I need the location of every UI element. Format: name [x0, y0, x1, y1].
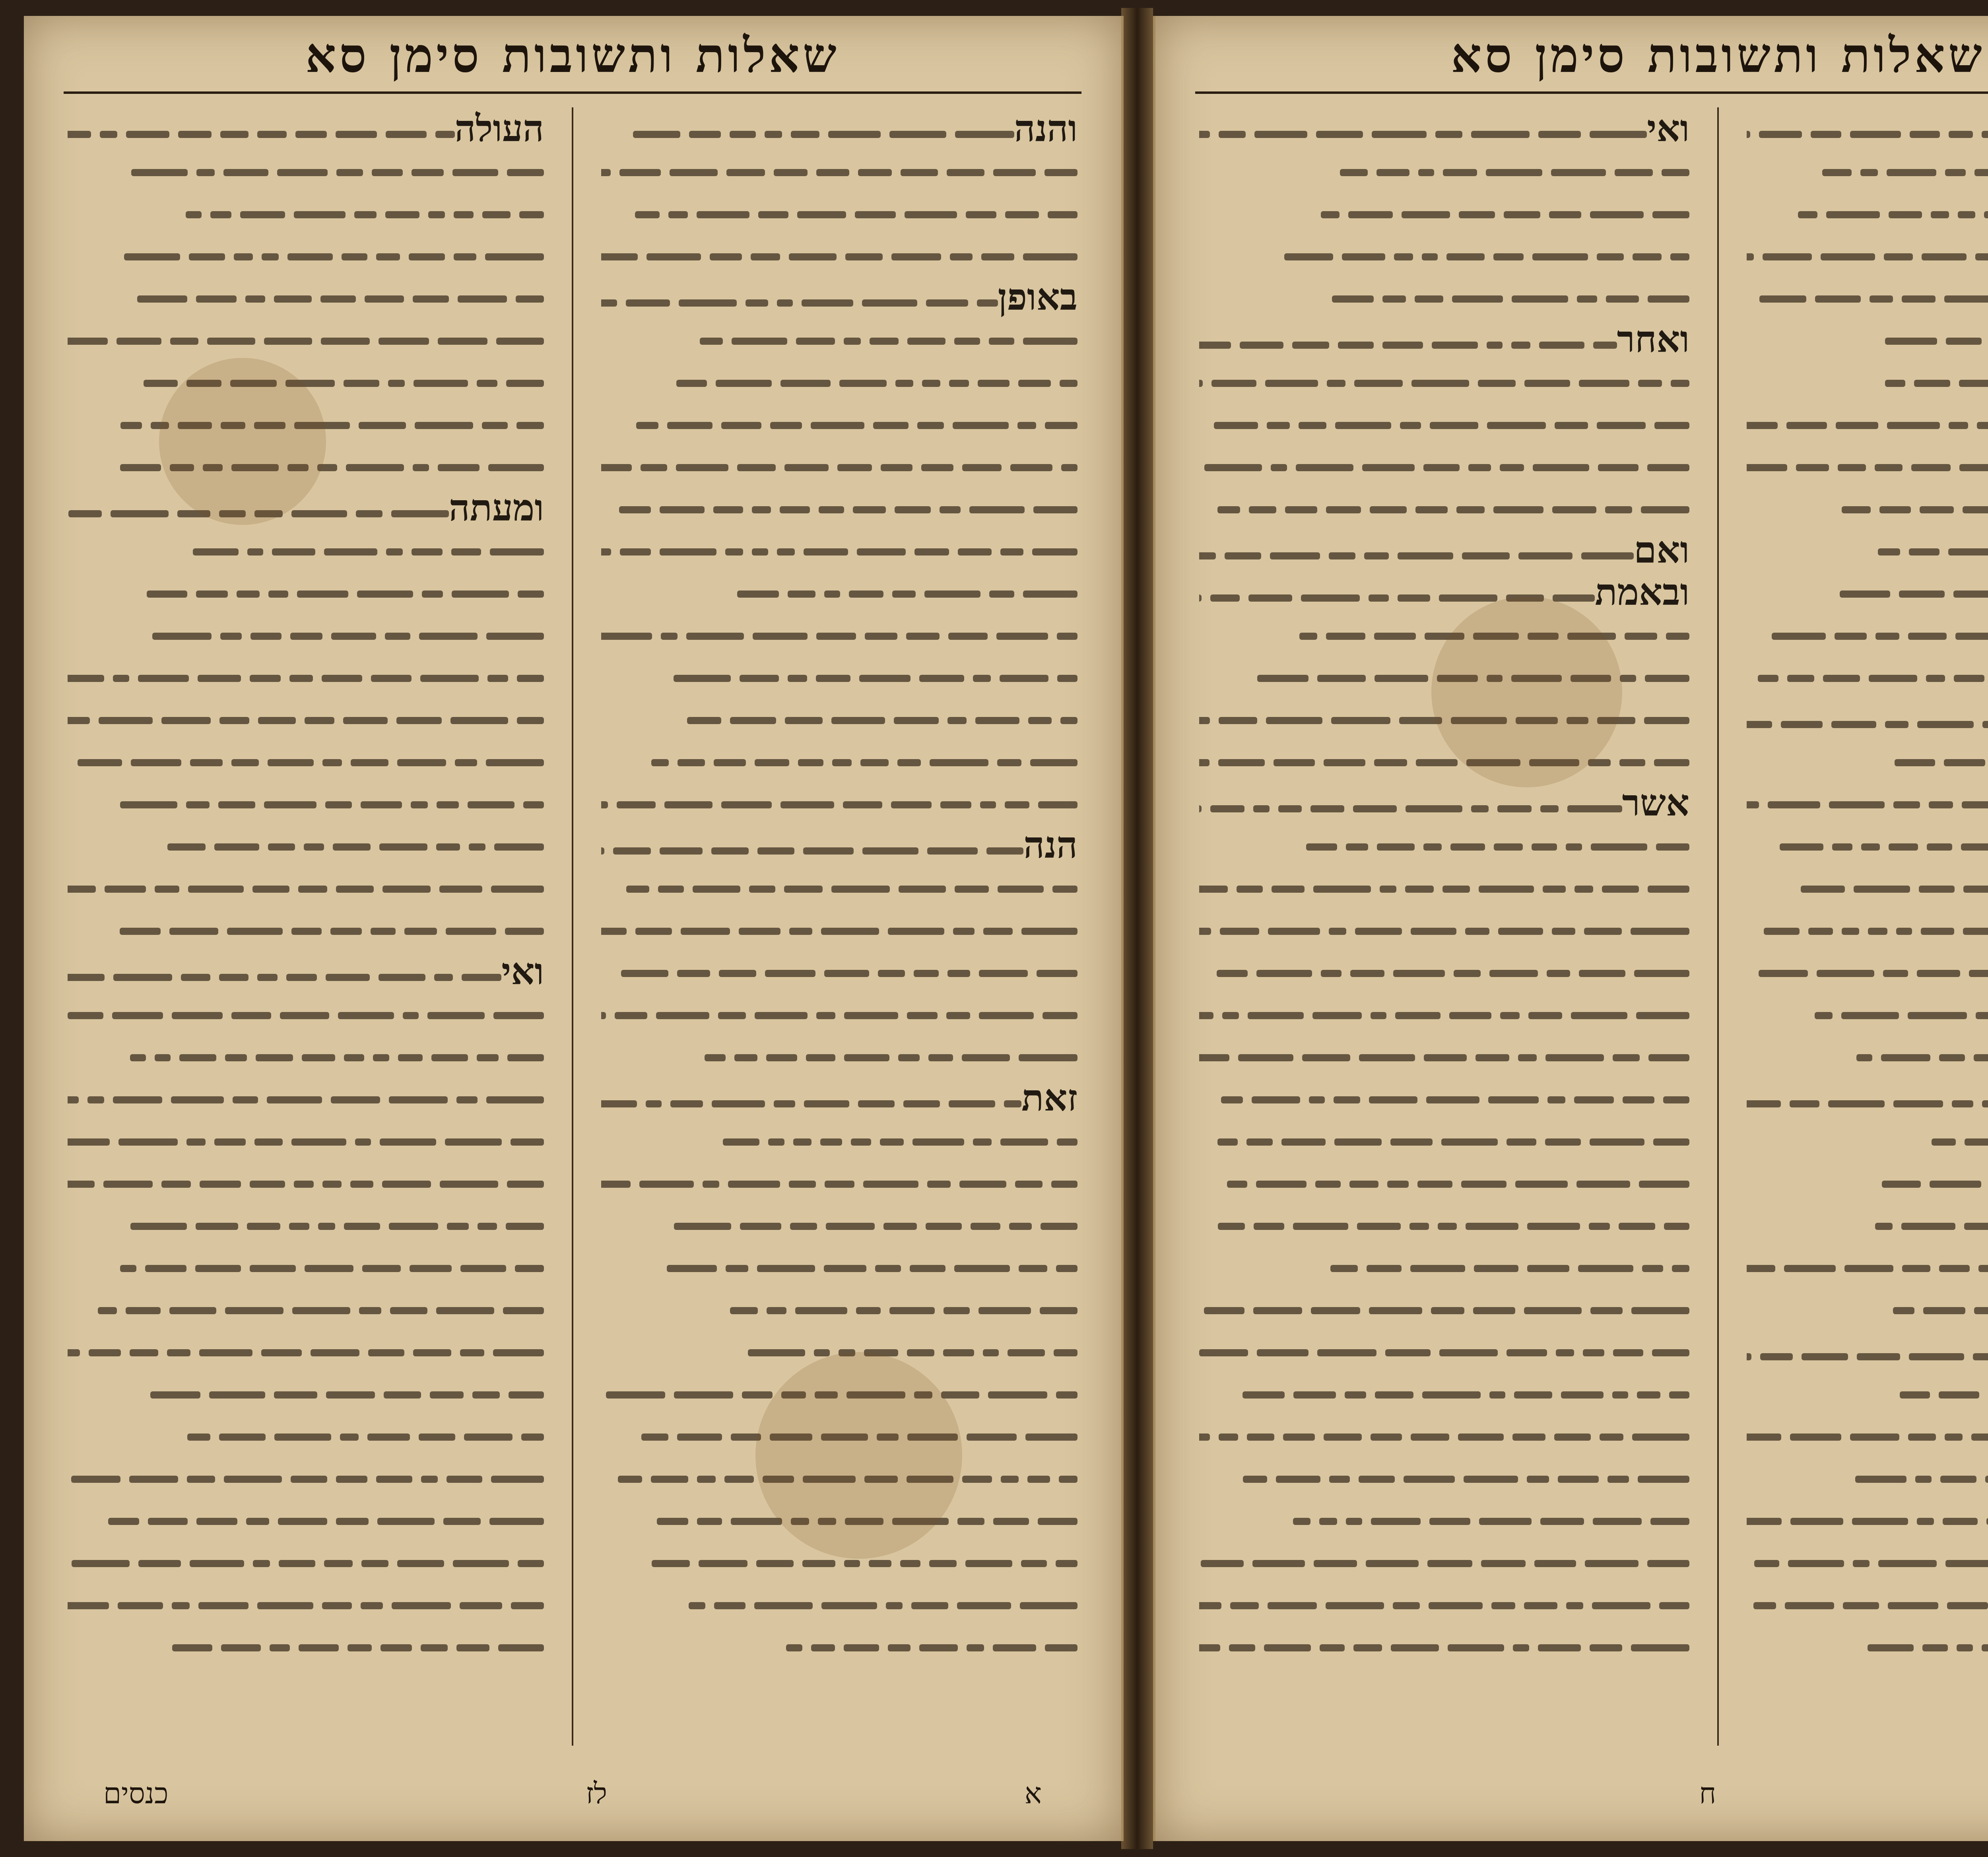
text-line — [1747, 697, 1988, 740]
text-line — [601, 740, 1077, 782]
paragraph-lead-word: אשר — [1622, 782, 1689, 824]
text-line — [68, 1583, 544, 1625]
text-line — [68, 192, 544, 234]
page-right — [1153, 16, 1988, 1841]
text-line — [68, 318, 544, 360]
text-line — [1199, 824, 1689, 866]
catchword: כנסים — [103, 1776, 169, 1810]
paragraph-lead-word: ואי — [501, 950, 544, 993]
text-line — [1199, 866, 1689, 908]
text-line — [1199, 782, 1689, 824]
text-line — [1747, 1625, 1988, 1667]
text-line — [1747, 1245, 1988, 1288]
text-line — [1199, 950, 1689, 993]
header-rule-left — [64, 91, 1081, 94]
paragraph-lead-word: הנה — [1023, 824, 1077, 866]
paragraph-lead-word: ובאמת — [1595, 571, 1689, 613]
text-line — [1747, 655, 1988, 697]
text-line — [68, 1288, 544, 1330]
text-line — [1199, 655, 1689, 697]
text-line — [1199, 571, 1689, 613]
column-divider — [572, 107, 573, 1746]
running-head-left: שאלות ותשובות סימן סא — [305, 28, 840, 84]
text-line — [1199, 908, 1689, 950]
text-line — [1747, 1161, 1988, 1203]
text-line — [1199, 1288, 1689, 1330]
text-line — [1747, 402, 1988, 445]
text-columns-left — [68, 107, 1077, 1746]
text-line — [1199, 993, 1689, 1035]
text-line — [1747, 150, 1988, 192]
text-line — [68, 697, 544, 740]
text-line — [68, 824, 544, 866]
paragraph-lead-word: העולה — [454, 107, 544, 150]
text-line — [1199, 1583, 1689, 1625]
signature-mark: א — [1024, 1776, 1042, 1810]
book-gutter — [1121, 8, 1153, 1849]
text-line — [1199, 1161, 1689, 1203]
text-line — [68, 1498, 544, 1540]
text-line — [1199, 1414, 1689, 1456]
text-line — [601, 824, 1077, 866]
text-line — [68, 1540, 544, 1583]
text-line — [1199, 360, 1689, 402]
text-line — [1199, 234, 1689, 276]
text-line — [1747, 1372, 1988, 1414]
text-line — [1199, 1372, 1689, 1414]
text-line — [1199, 1456, 1689, 1498]
paragraph-lead-word: ואם — [1633, 529, 1689, 571]
text-line — [1199, 1203, 1689, 1245]
text-line — [1747, 1035, 1988, 1077]
text-line — [601, 1077, 1077, 1119]
text-line — [1747, 1540, 1988, 1583]
text-line — [601, 655, 1077, 697]
text-line — [601, 1625, 1077, 1667]
text-line — [1747, 529, 1988, 571]
text-line — [601, 866, 1077, 908]
text-line — [68, 1456, 544, 1498]
paragraph-lead-word: והנה — [1014, 107, 1077, 150]
text-line — [1747, 1203, 1988, 1245]
text-line — [68, 1161, 544, 1203]
text-line — [1747, 908, 1988, 950]
text-line — [601, 1540, 1077, 1583]
text-line — [68, 1203, 544, 1245]
paragraph-lead-word: ואחר — [1617, 318, 1689, 360]
text-line — [1747, 1498, 1988, 1540]
text-line — [1199, 697, 1689, 740]
text-line — [601, 1414, 1077, 1456]
text-columns-right — [1199, 107, 1988, 1746]
running-head-right: שאלות ותשובות סימן סא — [1451, 28, 1985, 84]
text-line — [1199, 1077, 1689, 1119]
text-line — [601, 402, 1077, 445]
text-line — [68, 276, 544, 318]
text-line — [1747, 1414, 1988, 1456]
signature-mark: ח — [1699, 1776, 1716, 1810]
text-column-left — [68, 107, 544, 1746]
text-line — [601, 1161, 1077, 1203]
text-line — [68, 1372, 544, 1414]
text-line — [1747, 613, 1988, 655]
text-line — [68, 571, 544, 613]
text-line — [1747, 571, 1988, 613]
text-line — [1199, 1245, 1689, 1288]
text-line — [601, 1498, 1077, 1540]
text-line — [68, 740, 544, 782]
text-line — [601, 318, 1077, 360]
text-line — [68, 1414, 544, 1456]
text-line — [68, 1119, 544, 1161]
text-line — [68, 1330, 544, 1372]
text-line — [1747, 1119, 1988, 1161]
text-line — [601, 908, 1077, 950]
text-line — [1747, 360, 1988, 402]
text-line — [1199, 613, 1689, 655]
text-line — [68, 1077, 544, 1119]
text-line — [601, 571, 1077, 613]
text-line — [601, 360, 1077, 402]
text-line — [1199, 740, 1689, 782]
text-line — [1747, 318, 1988, 360]
text-line — [68, 1035, 544, 1077]
text-line — [1199, 276, 1689, 318]
text-line — [1199, 1035, 1689, 1077]
text-line — [1747, 445, 1988, 487]
text-line — [601, 613, 1077, 655]
text-line — [68, 360, 544, 402]
text-line — [1747, 1330, 1988, 1372]
folio-mark: לז — [586, 1776, 607, 1810]
text-line — [1747, 740, 1988, 782]
text-line — [1747, 950, 1988, 993]
text-column-right — [1747, 107, 1988, 1746]
text-line — [601, 1119, 1077, 1161]
text-line — [1199, 487, 1689, 529]
text-line — [601, 529, 1077, 571]
column-divider — [1717, 107, 1719, 1746]
paragraph-lead-word: זאת — [1021, 1077, 1077, 1119]
text-line — [68, 234, 544, 276]
text-line — [601, 1330, 1077, 1372]
text-line — [1747, 276, 1988, 318]
text-line — [601, 1245, 1077, 1288]
text-line — [68, 950, 544, 993]
text-line — [601, 1035, 1077, 1077]
text-line — [1747, 192, 1988, 234]
text-line — [68, 487, 544, 529]
text-line — [1199, 445, 1689, 487]
text-line — [68, 655, 544, 697]
text-line — [1747, 1077, 1988, 1119]
text-line — [601, 445, 1077, 487]
text-line — [601, 276, 1077, 318]
text-line — [601, 1372, 1077, 1414]
text-line — [1199, 192, 1689, 234]
text-line — [68, 613, 544, 655]
text-line — [1747, 1288, 1988, 1330]
text-column-left — [1199, 107, 1689, 1746]
text-line — [601, 487, 1077, 529]
text-line — [1747, 866, 1988, 908]
text-line — [68, 782, 544, 824]
text-line — [68, 866, 544, 908]
text-line — [68, 150, 544, 192]
text-line — [601, 192, 1077, 234]
text-line — [601, 234, 1077, 276]
text-line — [601, 107, 1077, 150]
text-line — [601, 697, 1077, 740]
header-rule-right — [1195, 91, 1988, 94]
text-line — [1747, 993, 1988, 1035]
page-footer-left — [103, 1770, 1042, 1817]
text-line — [1199, 1540, 1689, 1583]
text-line — [1199, 1625, 1689, 1667]
text-line — [1747, 1456, 1988, 1498]
paragraph-lead-word: ואי — [1647, 107, 1689, 150]
text-column-right — [601, 107, 1077, 1746]
text-line — [1747, 824, 1988, 866]
text-line — [68, 445, 544, 487]
text-line — [601, 150, 1077, 192]
text-line — [1747, 1583, 1988, 1625]
text-line — [1199, 150, 1689, 192]
text-line — [1747, 107, 1988, 150]
text-line — [68, 908, 544, 950]
paragraph-lead-word: באופן — [998, 276, 1077, 318]
text-line — [1199, 1119, 1689, 1161]
text-line — [1199, 402, 1689, 445]
text-line — [68, 993, 544, 1035]
text-line — [68, 1625, 544, 1667]
page-footer-right — [1235, 1770, 1988, 1817]
text-line — [601, 1583, 1077, 1625]
text-line — [601, 1288, 1077, 1330]
text-line — [601, 782, 1077, 824]
text-line — [68, 529, 544, 571]
text-line — [1199, 529, 1689, 571]
text-line — [68, 107, 544, 150]
text-line — [1199, 318, 1689, 360]
text-line — [1199, 1330, 1689, 1372]
text-line — [1747, 234, 1988, 276]
text-line — [601, 1203, 1077, 1245]
text-line — [601, 1456, 1077, 1498]
text-line — [68, 402, 544, 445]
text-line — [68, 1245, 544, 1288]
page-left — [24, 16, 1124, 1841]
text-line — [601, 950, 1077, 993]
text-line — [1199, 1498, 1689, 1540]
text-line — [601, 993, 1077, 1035]
text-line — [1199, 107, 1689, 150]
paragraph-lead-word: ומעתה — [448, 487, 544, 529]
text-line — [1747, 782, 1988, 824]
text-line — [1747, 487, 1988, 529]
